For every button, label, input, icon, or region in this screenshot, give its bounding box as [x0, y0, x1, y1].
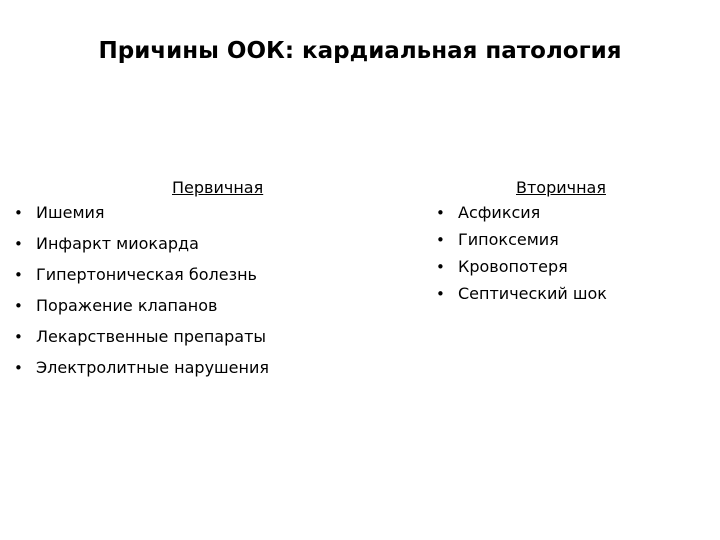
list-item — [14, 327, 344, 358]
bullet-icon: • — [14, 297, 23, 315]
bullet-icon: • — [14, 266, 23, 284]
list-item — [14, 296, 344, 327]
secondary-list — [436, 203, 696, 311]
bullet-icon: • — [14, 204, 23, 222]
list-item — [436, 257, 696, 284]
list-item — [14, 203, 344, 234]
list-item-text: Инфаркт миокарда — [36, 234, 199, 253]
list-item — [14, 358, 344, 389]
list-item-text: Асфиксия — [458, 203, 541, 222]
list-item — [436, 203, 696, 230]
list-item-text: Септический шок — [458, 284, 607, 303]
list-item-text: Кровопотеря — [458, 257, 568, 276]
primary-heading: Первичная — [172, 178, 264, 197]
list-item-text: Ишемия — [36, 203, 105, 222]
list-item-text: Поражение клапанов — [36, 296, 218, 315]
slide-title: Причины ООК: кардиальная патология — [98, 38, 622, 64]
list-item-text: Электролитные нарушения — [36, 358, 269, 377]
list-item — [14, 234, 344, 265]
list-item — [436, 284, 696, 311]
secondary-causes-column — [436, 178, 696, 311]
bullet-icon: • — [436, 231, 445, 249]
bullet-icon: • — [14, 359, 23, 377]
bullet-icon: • — [436, 204, 445, 222]
list-item-text: Гипертоническая болезнь — [36, 265, 257, 284]
list-item-text: Гипоксемия — [458, 230, 559, 249]
list-item — [14, 265, 344, 296]
primary-causes-column — [14, 178, 344, 389]
secondary-heading: Вторичная — [516, 178, 606, 197]
bullet-icon: • — [436, 285, 445, 303]
bullet-icon: • — [14, 235, 23, 253]
list-item — [436, 230, 696, 257]
bullet-icon: • — [14, 328, 23, 346]
primary-list — [14, 203, 344, 389]
bullet-icon: • — [436, 258, 445, 276]
list-item-text: Лекарственные препараты — [36, 327, 267, 346]
